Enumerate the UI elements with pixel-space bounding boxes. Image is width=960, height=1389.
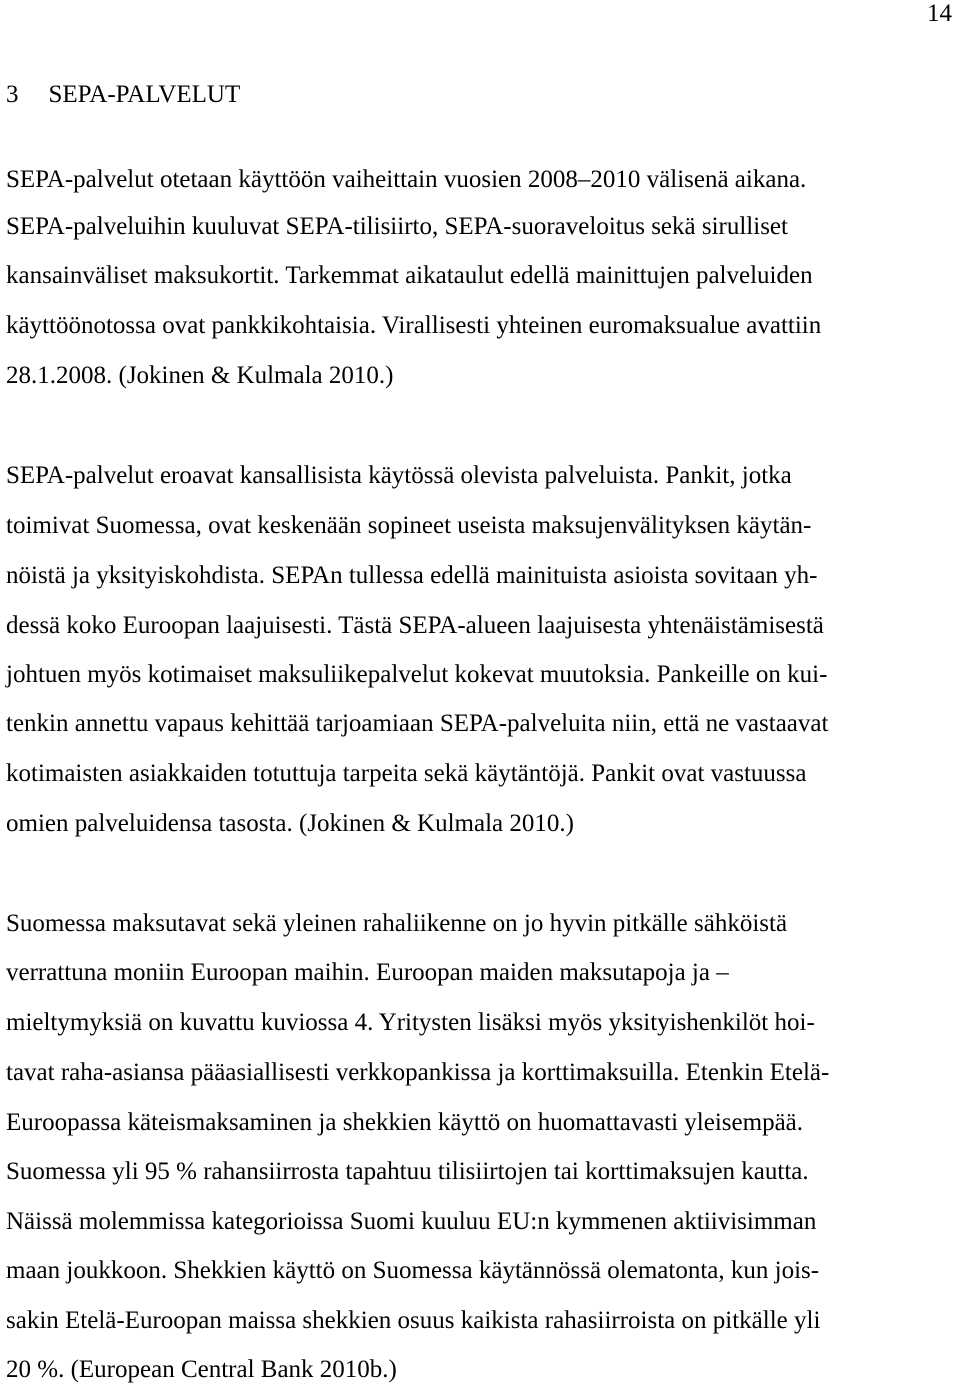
text-line: dessä koko Euroopan laajuisesti. Tästä SEPA-alueen laajuisesta yhtenäistämisestä [6, 612, 824, 639]
text-line: SEPA-palvelut eroavat kansallisista käytössä olevista palveluista. Pankit, jotka [6, 462, 792, 489]
text-line: maan joukkoon. Shekkien käyttö on Suomessa käytännössä olematonta, kun jois- [6, 1257, 820, 1284]
text-line: kansainväliset maksukortit. Tarkemmat aikataulut edellä mainittujen palveluiden [6, 262, 813, 289]
text-line: 20 %. (European Central Bank 2010b.) [6, 1356, 397, 1383]
text-line: toimivat Suomessa, ovat keskenään sopineet useista maksujenvälityksen käytän- [6, 512, 812, 539]
text-line: nöistä ja yksityiskohdista. SEPAn tullessa edellä mainituista asioista sovitaan yh- [6, 562, 818, 589]
text-line: kotimaisten asiakkaiden totuttuja tarpeita sekä käytäntöjä. Pankit ovat vastuussa [6, 760, 807, 787]
text-line: tavat raha-asiansa pääasiallisesti verkkopankissa ja korttimaksuilla. Etenkin Etelä- [6, 1059, 830, 1086]
text-line: 28.1.2008. (Jokinen & Kulmala 2010.) [6, 362, 394, 389]
text-line: verrattuna moniin Euroopan maihin. Euroopan maiden maksutapoja ja – [6, 959, 729, 986]
page-number: 14 [927, 0, 952, 27]
text-line: käyttöönotossa ovat pankkikohtaisia. Virallisesti yhteinen euromaksualue avattiin [6, 312, 822, 339]
section-heading [6, 79, 240, 111]
text-line: tenkin annettu vapaus kehittää tarjoamiaan SEPA-palveluita niin, että ne vastaavat [6, 710, 829, 737]
text-line: mieltymyksiä on kuvattu kuviossa 4. Yritysten lisäksi myös yksityishenkilöt hoi- [6, 1009, 815, 1036]
text-line: Suomessa maksutavat sekä yleinen rahaliikenne on jo hyvin pitkälle sähköistä [6, 910, 788, 937]
section-title: SEPA-PALVELUT [48, 81, 241, 108]
text-line: Euroopassa käteismaksaminen ja shekkien käyttö on huomattavasti yleisempää. [6, 1109, 804, 1136]
section-number: 3 [6, 81, 19, 108]
text-line: SEPA-palvelut otetaan käyttöön vaiheittain vuosien 2008–2010 välisenä aikana. [6, 166, 807, 193]
text-line: Suomessa yli 95 % rahansiirrosta tapahtuu tilisiirtojen tai korttimaksujen kautta. [6, 1158, 809, 1185]
text-line: johtuen myös kotimaiset maksuliikepalvelut kokevat muutoksia. Pankeille on kui- [6, 661, 828, 688]
text-line: Näissä molemmissa kategorioissa Suomi kuuluu EU:n kymmenen aktiivisimman [6, 1208, 817, 1235]
text-line: sakin Etelä-Euroopan maissa shekkien osuus kaikista rahasiirroista on pitkälle yli [6, 1307, 821, 1334]
text-line: omien palveluidensa tasosta. (Jokinen & Kulmala 2010.) [6, 810, 574, 837]
text-line: SEPA-palveluihin kuuluvat SEPA-tilisiirto, SEPA-suoraveloitus sekä sirulliset [6, 213, 788, 240]
